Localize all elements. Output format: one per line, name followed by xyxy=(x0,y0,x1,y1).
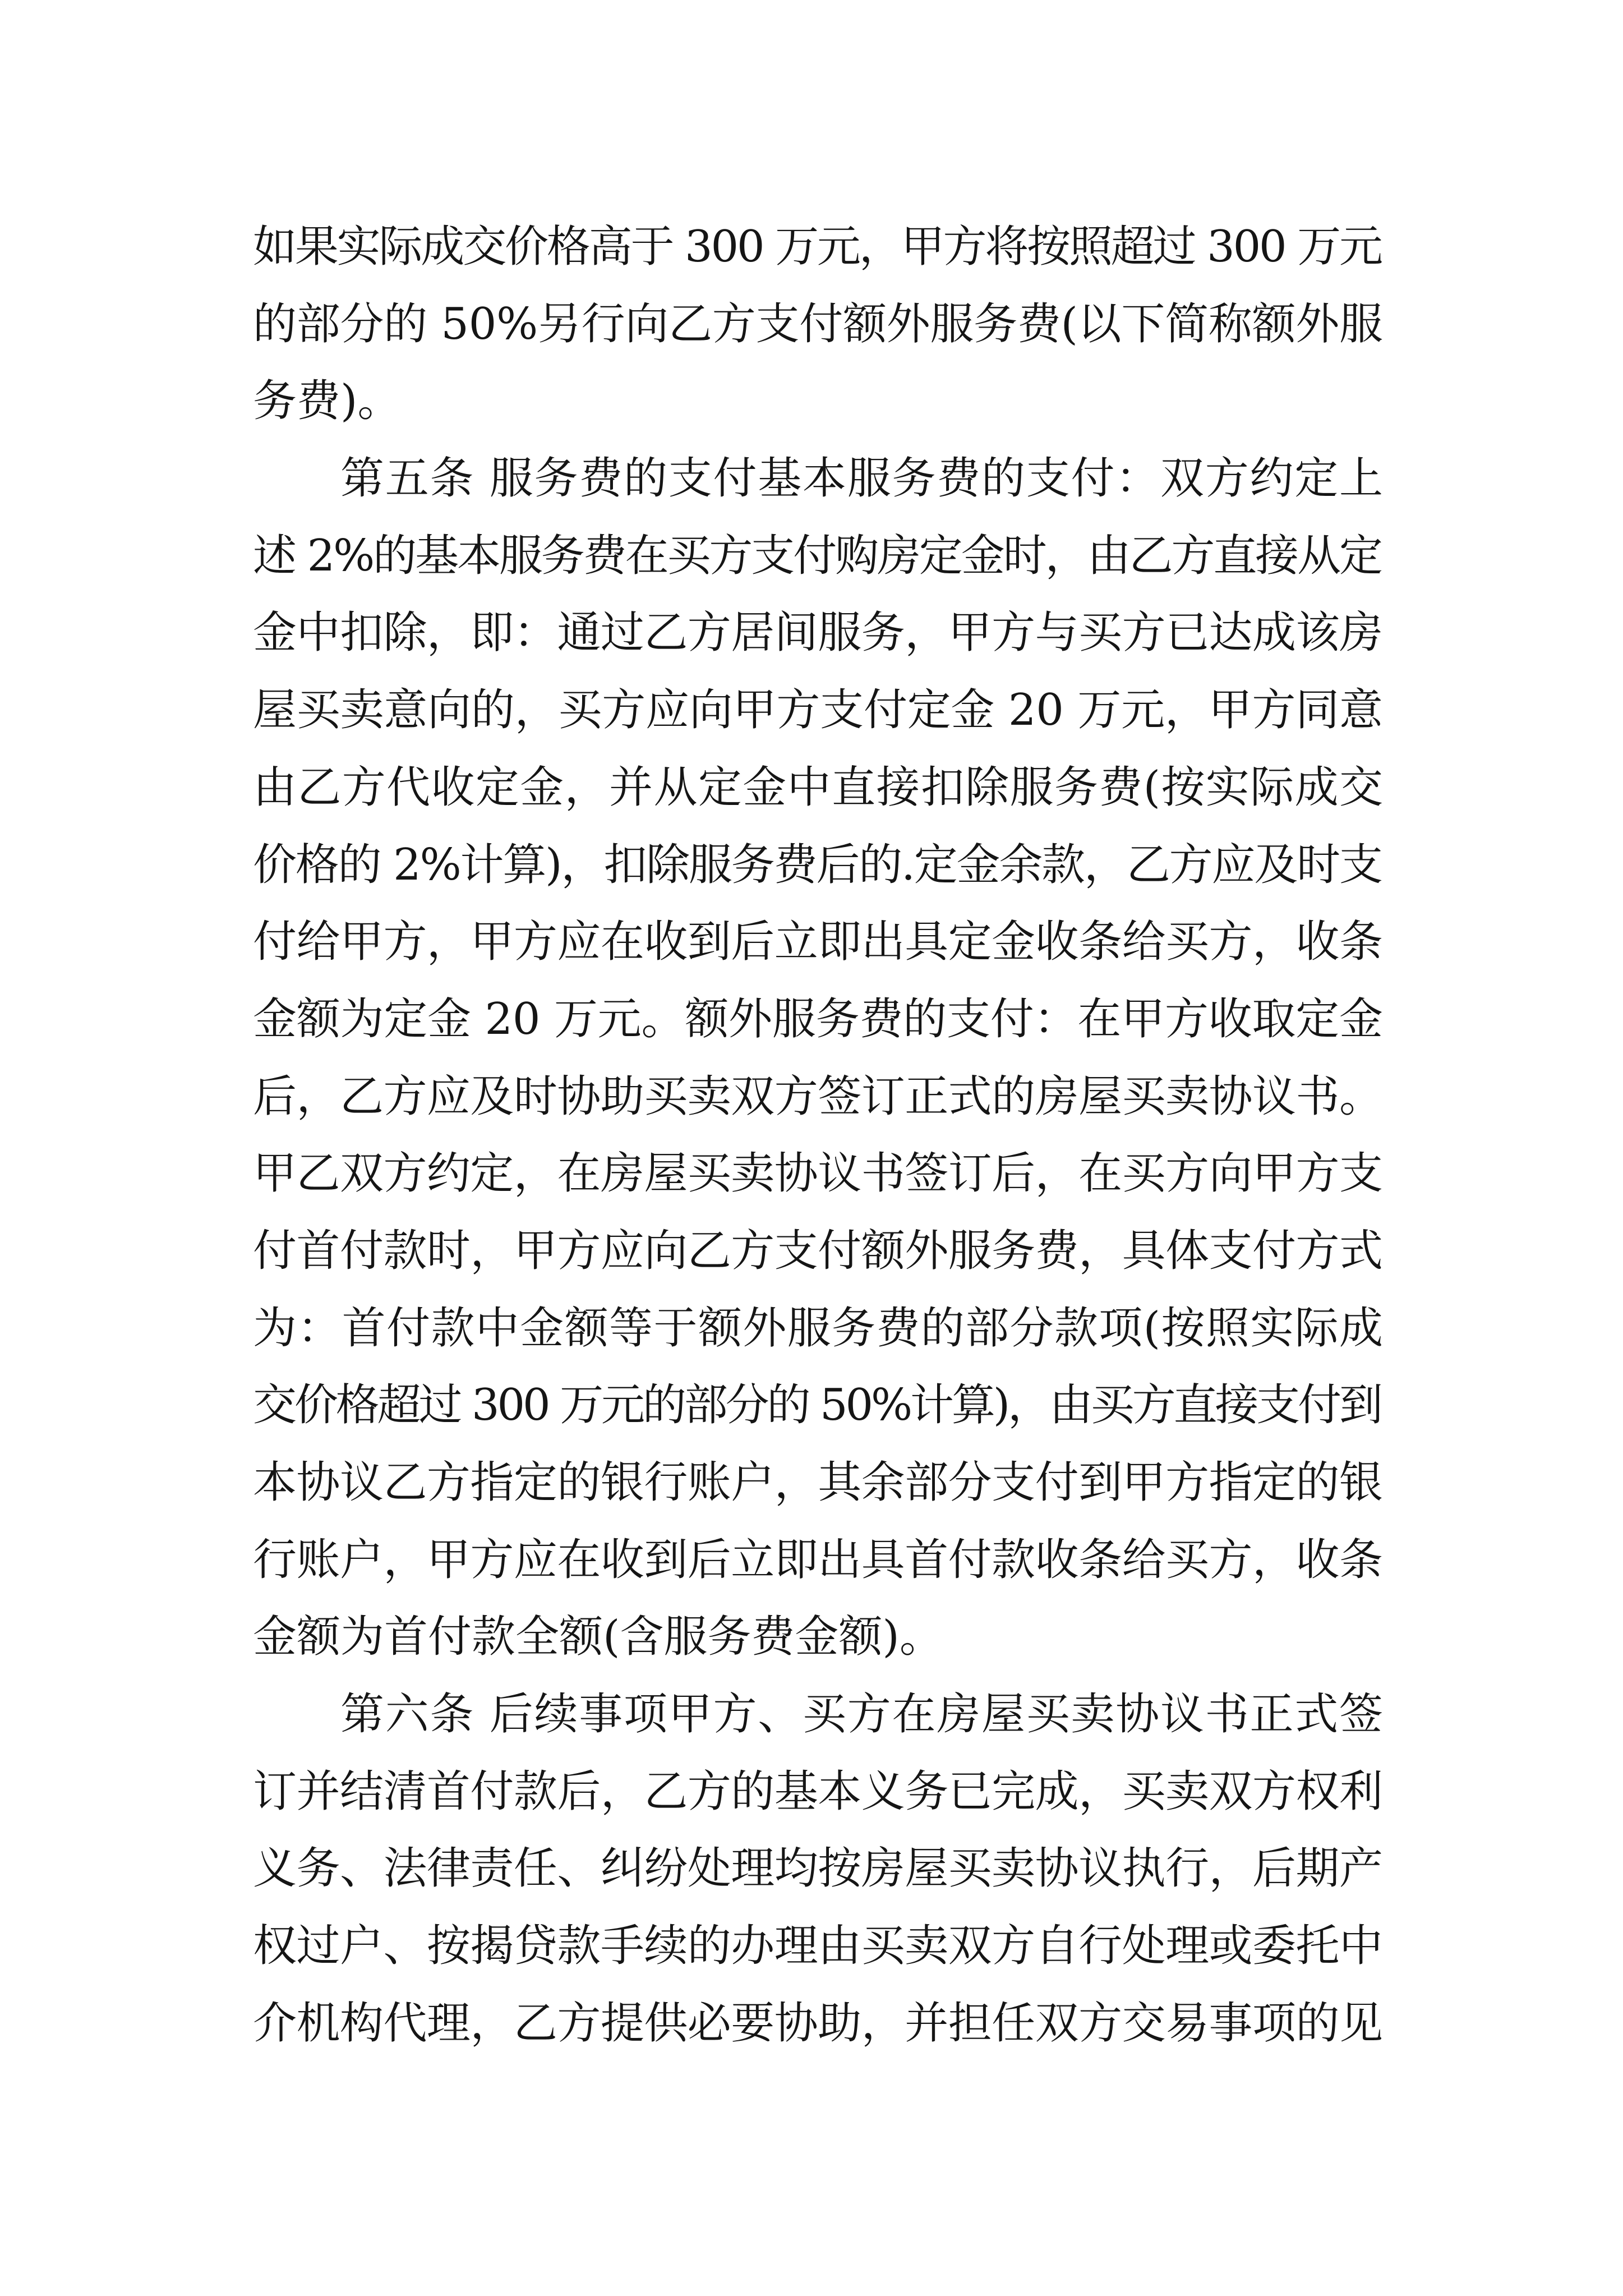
text-line xyxy=(253,1599,1383,1676)
text-line xyxy=(253,672,1383,749)
text-line-content: 第六条 后续事项甲方、买方在房屋买卖协议书正式签 xyxy=(340,1689,1384,1740)
text-line-content: 甲乙双方约定，在房屋买卖协议书签订后，在买方向甲方支 xyxy=(253,1148,1383,1199)
text-line-content: 本协议乙方指定的银行账户，其余部分支付到甲方指定的银 xyxy=(253,1457,1383,1508)
paragraph-article-6 xyxy=(253,1676,1383,2062)
text-line-content: 义务、法律责任、纠纷处理均按房屋买卖协议执行，后期产 xyxy=(253,1843,1383,1894)
text-line xyxy=(253,363,1383,440)
text-line xyxy=(253,1444,1383,1522)
text-line-content: 订并结清首付款后，乙方的基本义务已完成，买卖双方权利 xyxy=(253,1766,1383,1817)
text-line xyxy=(253,1830,1383,1908)
text-line xyxy=(253,1367,1383,1444)
text-line xyxy=(253,1754,1383,1831)
paragraph-article-5 xyxy=(253,440,1383,1676)
text-line xyxy=(253,827,1383,904)
text-line xyxy=(253,1135,1383,1213)
text-line-content: 如果实际成交价格高于 300 万元，甲方将按照超过 300 万元 xyxy=(253,222,1381,272)
text-line-content: 金额为定金 20 万元。额外服务费的支付：在甲方收取定金 xyxy=(253,993,1383,1045)
text-line xyxy=(253,1985,1383,2063)
text-line-content: 权过户、按揭贷款手续的办理由买卖双方自行处理或委托中 xyxy=(253,1921,1383,1972)
text-line xyxy=(253,981,1383,1059)
text-line-content: 后，乙方应及时协助买卖双方签订正式的房屋买卖协议书。 xyxy=(253,1071,1383,1122)
text-line-content: 的部分的 50%另行向乙方支付额外服务费(以下简称额外服 xyxy=(253,298,1383,349)
text-line xyxy=(253,440,1383,518)
text-line xyxy=(253,1908,1383,1985)
text-line xyxy=(253,904,1383,981)
text-line-content: 付给甲方，甲方应在收到后立即出具定金收条给买方，收条 xyxy=(253,917,1383,968)
text-line xyxy=(253,749,1383,827)
text-line-content: 由乙方代收定金，并从定金中直接扣除服务费(按实际成交 xyxy=(253,762,1384,813)
text-line xyxy=(253,1522,1383,1599)
text-line xyxy=(253,1213,1383,1290)
text-line-content: 付首付款时，甲方应向乙方支付额外服务费，具体支付方式 xyxy=(253,1225,1383,1276)
text-line-content: 行账户，甲方应在收到后立即出具首付款收条给买方，收条 xyxy=(253,1534,1383,1585)
text-line xyxy=(253,1059,1383,1136)
text-line-content: 屋买卖意向的，买方应向甲方支付定金 20 万元，甲方同意 xyxy=(253,685,1383,736)
text-line-content: 介机构代理，乙方提供必要协助，并担任双方交易事项的见 xyxy=(253,1998,1383,2049)
paragraph xyxy=(253,209,1383,440)
text-line-content: 金中扣除，即：通过乙方居间服务，甲方与买方已达成该房 xyxy=(253,608,1383,659)
text-line xyxy=(253,518,1383,595)
body-text xyxy=(253,209,1383,2063)
text-line-content: 交价格超过 300 万元的部分的 50%计算)，由买方直接支付到 xyxy=(253,1380,1381,1431)
text-line-content: 金额为首付款全额(含服务费金额)。 xyxy=(253,1612,943,1663)
text-line xyxy=(253,595,1383,672)
text-line xyxy=(253,209,1383,286)
text-line xyxy=(253,1676,1383,1754)
text-line-content: 为：首付款中金额等于额外服务费的部分款项(按照实际成 xyxy=(253,1303,1384,1354)
text-line-content: 务费)。 xyxy=(253,376,402,427)
text-line-content: 第五条 服务费的支付基本服务费的支付：双方约定上 xyxy=(340,453,1384,504)
text-line xyxy=(253,286,1383,364)
text-line-content: 价格的 2%计算)，扣除服务费后的.定金余款，乙方应及时支 xyxy=(253,839,1382,890)
text-line xyxy=(253,1290,1383,1368)
text-line-content: 述 2%的基本服务费在买方支付购房定金时，由乙方直接从定 xyxy=(253,530,1381,581)
